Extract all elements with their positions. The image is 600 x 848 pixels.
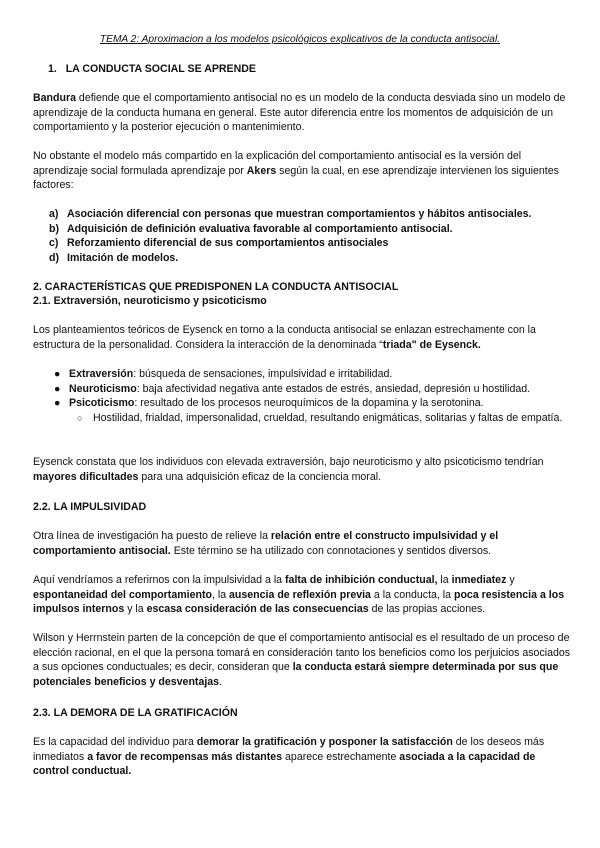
impulsividad-text-a: Otra línea de investigación ha puesto de relieve la (33, 530, 271, 542)
section-2-3-heading: 2.3. LA DEMORA DE LA GRATIFICACIÓN (33, 707, 238, 719)
conclusion-bold: mayores dificultades (33, 470, 139, 483)
bold-run: falta de inhibición conductual, (285, 574, 438, 586)
section-2-2-heading: 2.2. LA IMPULSIVIDAD (33, 501, 147, 513)
bold-run: asociada a la capacidad de control conductual. (33, 750, 536, 778)
factor-item (33, 207, 573, 222)
factor-text: Adquisición de definición evaluativa favorable al comportamiento antisocial. (67, 222, 453, 235)
conclusion-text-a: Eysenck constata que los individuos con elevada extraversión, bajo neuroticismo y alto psicoticismo tendrían (33, 456, 544, 468)
wilson-herrnstein-paragraph (33, 631, 573, 689)
bold-run: inmediatez (451, 574, 507, 586)
wilson-bold: la conducta estará siempre determinada por sus que potenciales beneficios y desventajas (33, 661, 559, 688)
bold-run: escasa consideración de las consecuencias (146, 603, 369, 616)
eysenck-text: Los planteamientos teóricos de Eysenck en torno a la conducta antisocial se enlazan estrechamente con la estructura de la personalidad. Considera la interacción de la denominada “ (33, 324, 536, 351)
bullet-icon: ● (54, 397, 61, 410)
factor-item (33, 236, 573, 251)
wilson-text-a: Wilson y Herrnstein parten de la concepción de que el comportamiento antisocial es el resultado de un proceso de elección racional, en el que la persona tomará en consideración tanto los beneficios como los perjuicios asociados a sus opciones conductuales; es decir, consideran que (33, 632, 571, 674)
eysenck-conclusion-paragraph (33, 455, 573, 484)
factor-marker: b) (49, 222, 59, 235)
factor-text: Imitación de modelos. (67, 251, 179, 264)
sub-item (33, 411, 573, 426)
gratificacion-paragraph (33, 735, 573, 779)
akers-term: Akers (246, 164, 277, 177)
text-run: Aquí vendríamos a referirnos con la impulsividad a la (33, 574, 286, 586)
factor-text: Reforzamiento diferencial de sus comportamientos antisociales (67, 237, 389, 250)
text-run: , la (211, 588, 230, 601)
bold-run: ausencia de reflexión previa (229, 588, 371, 601)
text-run: de las propias acciones. (368, 603, 486, 616)
bold-run: espontaneidad del comportamiento (33, 588, 212, 601)
trait-list (33, 367, 573, 411)
impulsividad-text-b: Este término se ha utilizado con connotaciones y sentidos diversos. (170, 544, 492, 557)
factor-marker: a) (49, 208, 59, 220)
bullet-icon: ● (54, 368, 61, 380)
conclusion-text-b: para una adquisición eficaz de la conciencia moral. (138, 470, 382, 483)
trait-term: Neuroticismo (69, 382, 137, 395)
factor-marker: d) (49, 251, 59, 264)
akers-text-a: No obstante el modelo más compartido en la explicación del comportamiento antisocial es la versión del aprendizaje social formulada aprendizaje por (33, 150, 522, 177)
akers-text-b: según la cual, en ese aprendizaje intervienen los siguientes factores: (33, 164, 559, 192)
impulsividad-paragraph (33, 529, 573, 558)
bandura-term: Bandura (33, 92, 76, 104)
section-1-heading (48, 62, 588, 77)
text-run: y la (124, 603, 147, 616)
factor-item (33, 222, 573, 237)
trait-desc: : resultado de los procesos neuroquímicos de la dopamina y la serotonina. (134, 397, 484, 410)
sub-item-text: Hostilidad, frialdad, impersonalidad, crueldad, resultando enigmáticas, solitarias y faltas de empatía. (93, 412, 563, 424)
section-2-1-heading: 2.1. Extraversión, neuroticismo y psicoticismo (33, 295, 267, 307)
eysenck-paragraph (33, 323, 573, 352)
impulsividad-bold: relación entre el constructo impulsividad y el comportamiento antisocial. (33, 530, 499, 557)
bold-run: a favor de recompensas más distantes (87, 750, 283, 763)
bold-run: poca resistencia a los impulsos internos (33, 588, 565, 616)
trait-desc: : baja afectividad negativa ante estados de estrés, ansiedad, depresión u hostilidad. (136, 382, 531, 395)
eysenck-triad-term: triada" de Eysenck. (382, 338, 481, 351)
akers-paragraph (33, 149, 573, 193)
factor-item (33, 251, 573, 266)
trait-item (33, 396, 573, 411)
bandura-text: defiende que el comportamiento antisocial no es un modelo de la conducta desviada sino un modelo de aprendizaje de la conducta humana en general. Este autor diferencia entre los momentos de adquisición de un comportamiento y la posterior ejecución o mantenimiento. (33, 92, 566, 134)
trait-term: Extraversión (69, 368, 134, 380)
psicoticismo-sublist (33, 411, 573, 426)
section-2-heading: 2. CARACTERÍSTICAS QUE PREDISPONEN LA CONDUCTA ANTISOCIAL (33, 281, 399, 293)
hollow-bullet-icon: ○ (77, 413, 83, 423)
akers-factor-list (33, 207, 573, 265)
trait-desc: : búsqueda de sensaciones, impulsividad e irritabilidad. (133, 368, 393, 380)
text-run: Es la capacidad del individuo para (33, 736, 197, 748)
bold-run: demorar la gratificación y posponer la satisfacción (196, 736, 453, 748)
section-1-number: 1. (48, 63, 57, 75)
factor-text: Asociación diferencial con personas que muestran comportamientos y hábitos antisociales. (67, 208, 532, 220)
text-run: la (437, 574, 452, 586)
trait-term: Psicoticismo (69, 397, 135, 410)
trait-item (33, 367, 573, 382)
section-1-title: LA CONDUCTA SOCIAL SE APRENDE (65, 63, 256, 75)
text-run: a la conducta, la (370, 588, 454, 601)
wilson-text-b: . (219, 675, 223, 688)
text-run: de los deseos más inmediatos (33, 736, 545, 763)
trait-item (33, 382, 573, 397)
bullet-icon: ● (54, 382, 61, 395)
text-run: y (506, 574, 515, 586)
text-run: aparece estrechamente (282, 750, 400, 763)
bandura-paragraph (33, 91, 573, 135)
impulsividad-definition-paragraph (33, 573, 573, 617)
factor-marker: c) (49, 237, 59, 250)
document-title: TEMA 2: Aproximacion a los modelos psicológicos explicativos de la conducta antisocial. (99, 34, 501, 45)
